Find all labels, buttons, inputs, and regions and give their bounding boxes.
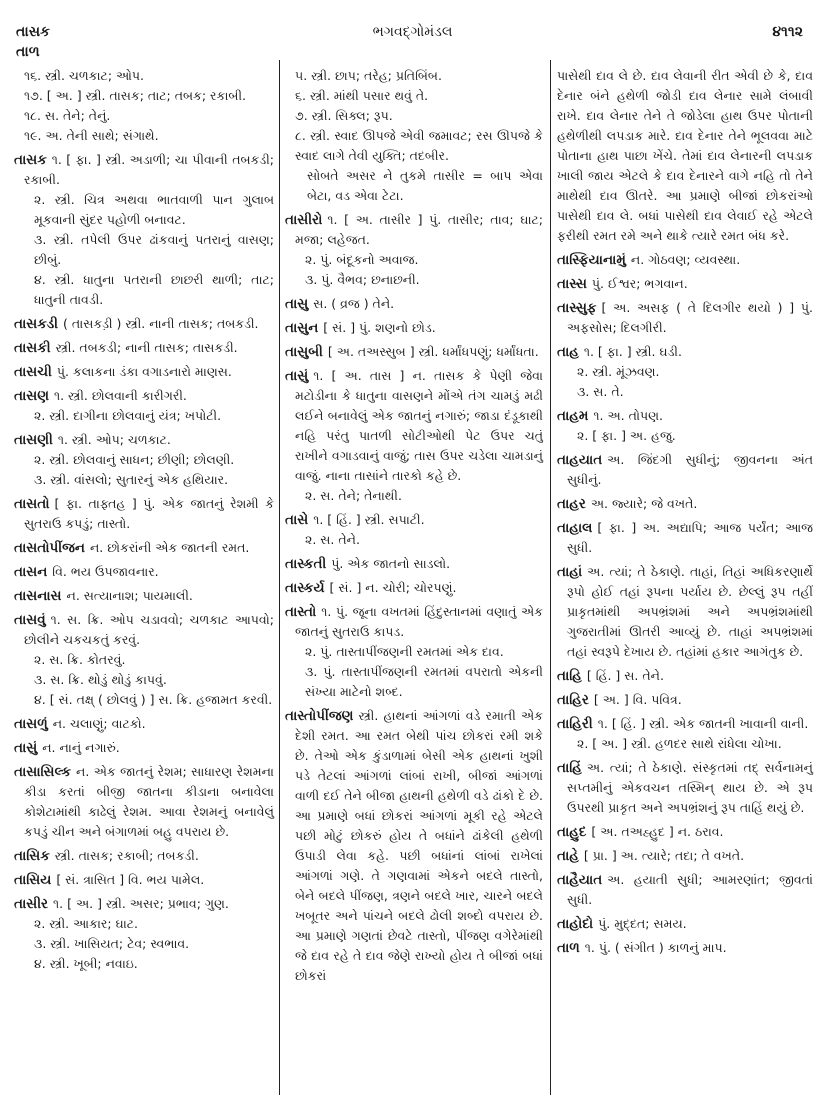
headword: તાસ્કતી xyxy=(285,556,327,572)
dictionary-entry xyxy=(14,762,274,842)
headword: તાહિ xyxy=(557,668,582,684)
headword: તાસુ xyxy=(285,296,309,312)
definition-sense: ન. સત્યાનાશ; પાયમાલી. xyxy=(66,588,193,603)
dictionary-entry xyxy=(14,846,274,866)
definition-sense: અ. જ્યારે; જે વખતે. xyxy=(590,496,698,511)
definition-sense: [ પ્રા. ] અ. ત્યારે; તદા; તે વખતે. xyxy=(583,848,745,863)
headword: તાહિરી xyxy=(557,716,593,732)
headword: તાસક xyxy=(14,152,47,168)
headword: તાળ xyxy=(557,940,580,956)
dictionary-entry xyxy=(14,386,274,426)
definition-sense: ૧. સ. ક્રિ. ઓપ ચડાવવો; ચળકાટ આપવો; છોલીને ચકચકતું કરવું. xyxy=(24,612,274,647)
dictionary-entry xyxy=(14,494,274,534)
dictionary-entry xyxy=(14,150,274,310)
column-left xyxy=(14,66,274,978)
definition-sense: ૨. [ ફા. ] અ. હજુ. xyxy=(577,428,676,443)
headword: તાસળું xyxy=(14,716,48,732)
definition-sense: સ્ત્રી. તાસક; રકાબી; તબકડી. xyxy=(54,848,199,863)
dictionary-entry xyxy=(557,714,813,754)
dictionary-entry xyxy=(285,318,543,338)
definition-sense: અ. ત્યાં; તે ઠેકાણે. તાહાં, તિહાં અધિકરણાર્થે રૂપો હોઈ તહાં રૂપના પર્યાય છે. છેલ્લું રૂપ તહીં પ્રાકૃતમાંથી અપભ્રંશમાં અને અપભ્રંશમાંથી ગુજરાતીમાં ઊતરી આવ્યું છે. તાહાં અપભ્રંશમાં તહાં સ્વરૂપે દેખાય છે. તહાંમાં હકાર આગંતુક છે. xyxy=(567,564,813,659)
headword: તાસીર xyxy=(14,896,49,912)
dictionary-entry xyxy=(285,578,543,598)
definition-sense: ૧. પું. ( સંગીત ) કાળનું માપ. xyxy=(584,940,727,955)
definition-sense: ૩. સ. તે. xyxy=(577,384,624,399)
definition-sense: ૧. [ હિં. ] સ્ત્રી. સપાટી. xyxy=(313,512,425,527)
proverb-note: સોબતે અસર ને તુકમે તાસીર = બાપ એવા બેટા, વડ એવા ટેટા. xyxy=(307,168,543,203)
dictionary-entry xyxy=(14,362,274,382)
dictionary-entry xyxy=(14,714,274,734)
headword: તાહોદો xyxy=(557,916,594,932)
dictionary-entry xyxy=(557,914,813,934)
dictionary-entry xyxy=(14,738,274,758)
dictionary-entry xyxy=(285,510,543,550)
dictionary-entry xyxy=(285,210,543,290)
headword: તાહયાત xyxy=(557,452,603,468)
dictionary-entry xyxy=(557,494,813,514)
headword: તાહર xyxy=(557,496,586,512)
dictionary-entry xyxy=(285,294,543,314)
definition-sense: ૨. સ્ત્રી. આકાર; ઘાટ. xyxy=(34,916,139,931)
definition-sense: ૨. [ અ. ] સ્ત્રી. હળદર સાથે રાંધેલા ચોખા. xyxy=(577,736,782,751)
headword: તાસતોપીંજન xyxy=(14,540,85,556)
headword: તાસવું xyxy=(14,612,46,628)
column-middle xyxy=(285,66,543,990)
definition-sense: પું. કલાકના ડંકા વગાડનારો માણસ. xyxy=(56,364,232,379)
definition-sense: ૨. સ્ત્રી. છોલવાનું સાધન; છીણી; છોલણી. xyxy=(34,452,235,467)
dictionary-entry xyxy=(557,870,813,910)
headword: તાહ xyxy=(557,344,579,360)
definition-sense: સ. ( વ્રજ ) તેને. xyxy=(313,296,395,311)
dictionary-entry xyxy=(14,562,274,582)
definition-sense: ૧૬. સ્ત્રી. ચળકાટ; ઓપ. xyxy=(24,68,144,83)
dictionary-entry xyxy=(14,610,274,710)
definition-sense: અ. હયાતી સુધી; આમરણાંત; જીવતાં સુધી. xyxy=(567,872,813,907)
headword: તાસચી xyxy=(14,364,52,380)
definition-sense: ૧૭. [ અ. ] સ્ત્રી. તાસક; તાટ; તબક; રકાબી. xyxy=(24,88,246,103)
definition-sense: પાસેથી દાવ લે છે. દાવ લેવાની રીત એવી છે કે, દાવ દેનાર બંને હથેળી જોડી દાવ લેનાર સામે લંબાવી રાખે. દાવ લેનાર તેને તે જોડેલા હાથ ઉપર પોતાની હથેળીથી લપડાક મારે. દાવ દેનાર તેને ભૂલવવા માટે પોતાના હાથ પાછા ખેંચે. તેમાં દાવ લેનારની લપડાક ખાલી જાય એટલે કે દાવ દેનારને વાગે નહિ તો તેને માથેથી દાવ ઊતરે. આ પ્રમાણે બીજાં છોકરાંઓ પાસેથી દાવ લે. બધાં પાસેથી દાવ લેવાઈ રહે એટલે ફરીથી રમત રમે અને થાકે ત્યારે રમત બંધ કરે. xyxy=(557,68,813,243)
dictionary-entry xyxy=(285,602,543,702)
definition-sense: ૨. સ્ત્રી. મૂંઝવણ. xyxy=(577,364,660,379)
headword: તાસતો xyxy=(14,496,50,512)
definition-sense: ૧. સ્ત્રી. ઓપ; ચળકાટ. xyxy=(57,432,171,447)
definition-sense: [ ફા. તાફ્તહ ] પું. એક જાતનું રેશમી કે સુતરાઉ કપડું; તાસ્તો. xyxy=(24,496,274,531)
definition-sense: ૪. સ્ત્રી. ધાતુના પતરાની છાછરી થાળી; તાટ; ધાતુની તાવડી. xyxy=(34,272,274,307)
definition-sense: ન. ચલાણું; વાટકો. xyxy=(52,716,146,731)
definition-sense: ન. ગોઠવણ; વ્યવસ્થા. xyxy=(630,252,741,267)
definition-sense: ૨. સ્ત્રી. દાગીના છોલવાનું યંત્ર; ખપોટી. xyxy=(34,408,222,423)
headword: તાસિય xyxy=(14,872,52,888)
definition-sense: ન. છોકરાંની એક જાતની રમત. xyxy=(89,540,250,555)
definition-sense: ૧. [ ફા. ] સ્ત્રી. ઘડી. xyxy=(583,344,682,359)
entry-continuation xyxy=(557,66,813,246)
headword: તાહાલ xyxy=(557,520,593,536)
definition-sense: ૪. [ સં. તક્ષ્ ( છોલવું ) ] સ. ક્રિ. હજામત કરવી. xyxy=(34,692,273,707)
column-divider xyxy=(550,60,551,1095)
dictionary-entry xyxy=(285,706,543,986)
definition-sense: [ અ. અસફ ( તે દિલગીર થયો ) ] પું. અફસોસ; દિલગીરી. xyxy=(567,300,813,335)
definition-sense: ૨. સ. તેને. xyxy=(305,532,360,547)
definition-sense: ૩. સ્ત્રી. ખાસિયત; ટેવ; સ્વભાવ. xyxy=(34,936,190,951)
definition-sense: પું. મુદ્દત; સમય. xyxy=(598,916,687,931)
definition-sense: ૧. અ. તોપણ. xyxy=(593,408,663,423)
definition-sense: ૨. સ. ક્રિ. કોતરવું. xyxy=(34,652,126,667)
headword: તાસ્સુફ xyxy=(557,300,597,316)
definition-sense: ૧. પું. જૂના વખતમાં હિંદુસ્તાનમાં વણાતું એક જાતનું સુતરાઉ કાપડ. xyxy=(295,604,543,639)
definition-sense: ૧. [ ફા. ] સ્ત્રી. અડાળી; ચા પીવાની તબકડી; રકાબી. xyxy=(24,152,274,187)
dictionary-entry xyxy=(557,450,813,490)
dictionary-entry xyxy=(557,938,813,958)
dictionary-entry xyxy=(557,666,813,686)
page-number: ૪૧૧૨ xyxy=(772,24,803,40)
dictionary-entry xyxy=(14,314,274,334)
dictionary-entry xyxy=(14,870,274,890)
dictionary-entry xyxy=(557,562,813,662)
guide-word-top: તાસક xyxy=(16,24,50,40)
definition-sense: સ્ત્રી. હાથનાં આંગળાં વડે રમાતી એક દેશી રમત. આ રમત બેથી પાંચ છોકરાં રમી શકે છે. તેઓ એક કુંડાળામાં બેસી એક હાથનાં ખુશી પડે તેટલાં આંગળાં લાંબાં રાખી, બીજાં આંગળાં વાળી દઈ તેને બીજા હાથની હથેળી વડે ઢાંકો દે છે. આ પ્રમાણે બધાં છોકરાં આંગળાં મૂકી રહે એટલે પછી મોટું છોકરું હોય તે બધાંને ઢાંકેલી હથેળી ઉપાડી લેવા કહે. પછી બધાંનાં લાંબાં રાખેલાં આંગળાં ગણે. તે ગણવામાં એકને બદલે તાસ્તો, બેને બદલે પીંજણ, ત્રણને બદલે ખાર, ચારને બદલે ખબૂતર અને પાંચને બદલે ઢોલી શબ્દો વપરાય છે. આ પ્રમાણે ગણતાં છેવટે તાસ્તો, પીંજણ વગેરેમાંથી જે દાવ રહે તે દાવ જેણે રાખ્યો હોય તે બીજાં બધાં છોકરાં xyxy=(295,708,543,983)
column-divider xyxy=(279,60,280,1095)
definition-sense: ૧. [ અ. તાસીર ] પું. તાસીર; તાવ; ઘાટ; મજા; લહેજત. xyxy=(295,212,543,247)
definition-sense: ૬. સ્ત્રી. માંથી પસાર થવું તે. xyxy=(295,88,429,103)
headword: તાસકડી xyxy=(14,316,58,332)
definition-sense: ૩. સ્ત્રી. તપેલી ઉપર ઢાંકવાનું પતરાનું વાસણ; છીબું. xyxy=(34,232,274,267)
dictionary-entry xyxy=(557,758,813,818)
dictionary-entry xyxy=(557,274,813,294)
definition-sense: [ સં. ] ન. ચોરી; ચોરપણું. xyxy=(329,580,457,595)
headword: તાહમ xyxy=(557,408,589,424)
definition-sense: [ સં. ત્રાસિત ] વિ. ભય પામેલ. xyxy=(56,872,205,887)
dictionary-entry xyxy=(557,342,813,402)
dictionary-entry xyxy=(557,298,813,338)
dictionary-entry xyxy=(557,406,813,446)
definition-sense: ૪. સ્ત્રી. ખૂબી; નવાઇ. xyxy=(34,956,138,971)
definition-sense: ( તાસકડ઼ી ) સ્ત્રી. નાની તાસક; તબકડી. xyxy=(63,316,259,331)
definition-sense: ૧. [ અ. ] સ્ત્રી. અસર; પ્રભાવ; ગુણ. xyxy=(53,896,229,911)
definition-sense: ૧. [ અ. તાસ ] ન. તાસક કે પેણી જેવા મટોડીના કે ધાતુના વાસણને મોંએ તંગ ચામડું મઢી લઈને બનાવેલું એક જાતનું નગારું; જાડા દંડૂકાથી નહિ પરંતુ પાતળી સોટીઓથી પેટ ઉપર ચતું રાખીને વગાડવાનું વાજું; તાસ ઉપર ચડેલા ચામડાનું વાજું. નાના તાસાંને તારકો કહે છે. xyxy=(295,368,543,483)
entry-continuation xyxy=(14,66,274,146)
definition-sense: [ હિં. ] સ. તેને. xyxy=(586,668,664,683)
book-title: ભગવદ્ગોમંડલ xyxy=(372,24,453,40)
definition-sense: ૭. સ્ત્રી. સિક્લ; રૂપ. xyxy=(295,108,393,123)
dictionary-entry xyxy=(14,586,274,606)
dictionary-entry xyxy=(14,538,274,558)
dictionary-entry xyxy=(14,430,274,490)
dictionary-entry xyxy=(557,846,813,866)
headword: તાહિં xyxy=(557,760,582,776)
definition-sense: ૨. પું. તાસ્તાપીંજણની રમતમાં એક દાવ. xyxy=(305,644,504,659)
definition-sense: [ ફા. ] અ. અદ્યાપિ; આજ પર્યંત; આજ સુધી. xyxy=(567,520,813,555)
dictionary-entry xyxy=(557,822,813,842)
dictionary-entry xyxy=(14,338,274,358)
dictionary-entry xyxy=(557,690,813,710)
definition-sense: ૨. પું. બંદૂકનો અવાજ. xyxy=(305,252,419,267)
headword: તાસીરો xyxy=(285,212,323,228)
guide-word-bottom: તાળ xyxy=(16,44,40,60)
headword: તાસ્ફિયાનામું xyxy=(557,252,626,268)
headword: તાસ્કર્ય xyxy=(285,580,325,596)
definition-sense: ૨. સ. તેને; તેનાથી. xyxy=(305,488,402,503)
entry-continuation xyxy=(285,66,543,206)
dictionary-entry xyxy=(285,554,543,574)
headword: તાહુદ xyxy=(557,824,587,840)
headword: તાસિક xyxy=(14,848,50,864)
definition-sense: ૩. સ્ત્રી. વાંસલો; સુતારનું એક હથિયાર. xyxy=(34,472,229,487)
definition-sense: અ. ત્યાં; તે ઠેકાણે. સંસ્કૃતમાં તદ્ સર્વનામનું સપ્તમીનું એકવચન તસ્મિન્ થાય છે. એ રૂપ ઉપરથી પ્રાકૃત અને અપભ્રંશનું રૂપ તાહિં થયું છે. xyxy=(567,760,813,815)
definition-sense: ન. એક જાતનું રેશમ; સાધારણ રેશમના કીડા કરતાં બીજી જાતના કીડાના બનાવેલા કોશેટામાંથી કાઢેલું રેશમ. આવા રેશમનું બનાવેલું કપડું ચીન અને બંગાળમાં બહુ વપરાય છે. xyxy=(24,764,274,839)
column-right xyxy=(557,66,813,962)
headword: તાસું xyxy=(14,740,38,756)
headword: તાસાસિલ્ક xyxy=(14,764,72,780)
definition-sense: ૫. સ્ત્રી. છાપ; તરેહ; પ્રતિબિંબ. xyxy=(295,68,442,83)
definition-sense: સ્ત્રી. તબકડી; નાની તાસક; તાસકડી. xyxy=(55,340,238,355)
definition-sense: ૩. પું. તાસ્તાપીંજણની રમતમાં વપરાતો એકની સંખ્યા માટેનો શબ્દ. xyxy=(305,664,543,699)
headword: તાસ્તોપીંજણ xyxy=(285,708,354,724)
headword: તાહિર xyxy=(557,692,589,708)
definition-sense: પું. એક જાતનો સાડલો. xyxy=(331,556,451,571)
dictionary-entry xyxy=(285,366,543,506)
definition-sense: [ સં. ] પું. શણનો છોડ. xyxy=(323,320,436,335)
definition-sense: ૧. સ્ત્રી. છોલવાની કારીગરી. xyxy=(53,388,187,403)
definition-sense: ૨. સ્ત્રી. ચિત્ર અથવા ભાતવાળી પાન ગુલાબ મૂકવાની સુંદર પહોળી બનાવટ. xyxy=(34,192,274,227)
headword: તાસું xyxy=(285,368,309,384)
definition-sense: ૧. [ હિં. ] સ્ત્રી. એક જાતની ખાવાની વાની. xyxy=(597,716,809,731)
definition-sense: ૩. પું. વૈભવ; છનાછની. xyxy=(305,272,420,287)
headword: તાસણ xyxy=(14,388,49,404)
headword: તાહે xyxy=(557,848,579,864)
definition-sense: ૧૯. અ. તેની સાથે; સંગાથે. xyxy=(24,128,159,143)
dictionary-entry xyxy=(557,518,813,558)
headword: તાસણી xyxy=(14,432,53,448)
headword: તાહાં xyxy=(557,564,583,580)
definition-sense: વિ. ભય ઉપજાવનાર. xyxy=(52,564,159,579)
headword: તાહૈયાત xyxy=(557,872,603,888)
definition-sense: [ અ. ] વિ. પવિત્ર. xyxy=(593,692,682,707)
definition-sense: [ અ. તઅસ્સુબ ] સ્ત્રી. ધર્માંધપણું; ધર્માંધતા. xyxy=(327,344,539,359)
definition-sense: પું. ઈશ્વર; ભગવાન. xyxy=(591,276,688,291)
headword: તાસ્સ xyxy=(557,276,587,292)
dictionary-entry xyxy=(14,894,274,974)
headword: તાસન xyxy=(14,564,48,580)
definition-sense: ૧૮. સ. તેને; તેનું. xyxy=(24,108,111,123)
definition-sense: ૩. સ. ક્રિ. થોડું થોડું કાપવું. xyxy=(34,672,167,687)
definition-sense: અ. જિંદગી સુધીનું; જીવનના અંત સુધીનું. xyxy=(567,452,813,487)
dictionary-entry xyxy=(285,342,543,362)
headword: તાસકી xyxy=(14,340,51,356)
headword: તાસનાસ xyxy=(14,588,62,604)
headword: તાસુબી xyxy=(285,344,323,360)
headword: તાસુન xyxy=(285,320,319,336)
definition-sense: ૮. સ્ત્રી. સ્વાદ ઊપજે એવી જમાવટ; રસ ઊપજે કે સ્વાદ લાગે તેવી યુક્તિ; તદબીર. xyxy=(295,128,543,163)
definition-sense: ન. નાનું નગારું. xyxy=(42,740,120,755)
headword: તાસ્તો xyxy=(285,604,317,620)
headword: તાસે xyxy=(285,512,309,528)
definition-sense: [ અ. તઅહ્હુદ ] ન. ઠરાવ. xyxy=(591,824,724,839)
dictionary-entry xyxy=(557,250,813,270)
